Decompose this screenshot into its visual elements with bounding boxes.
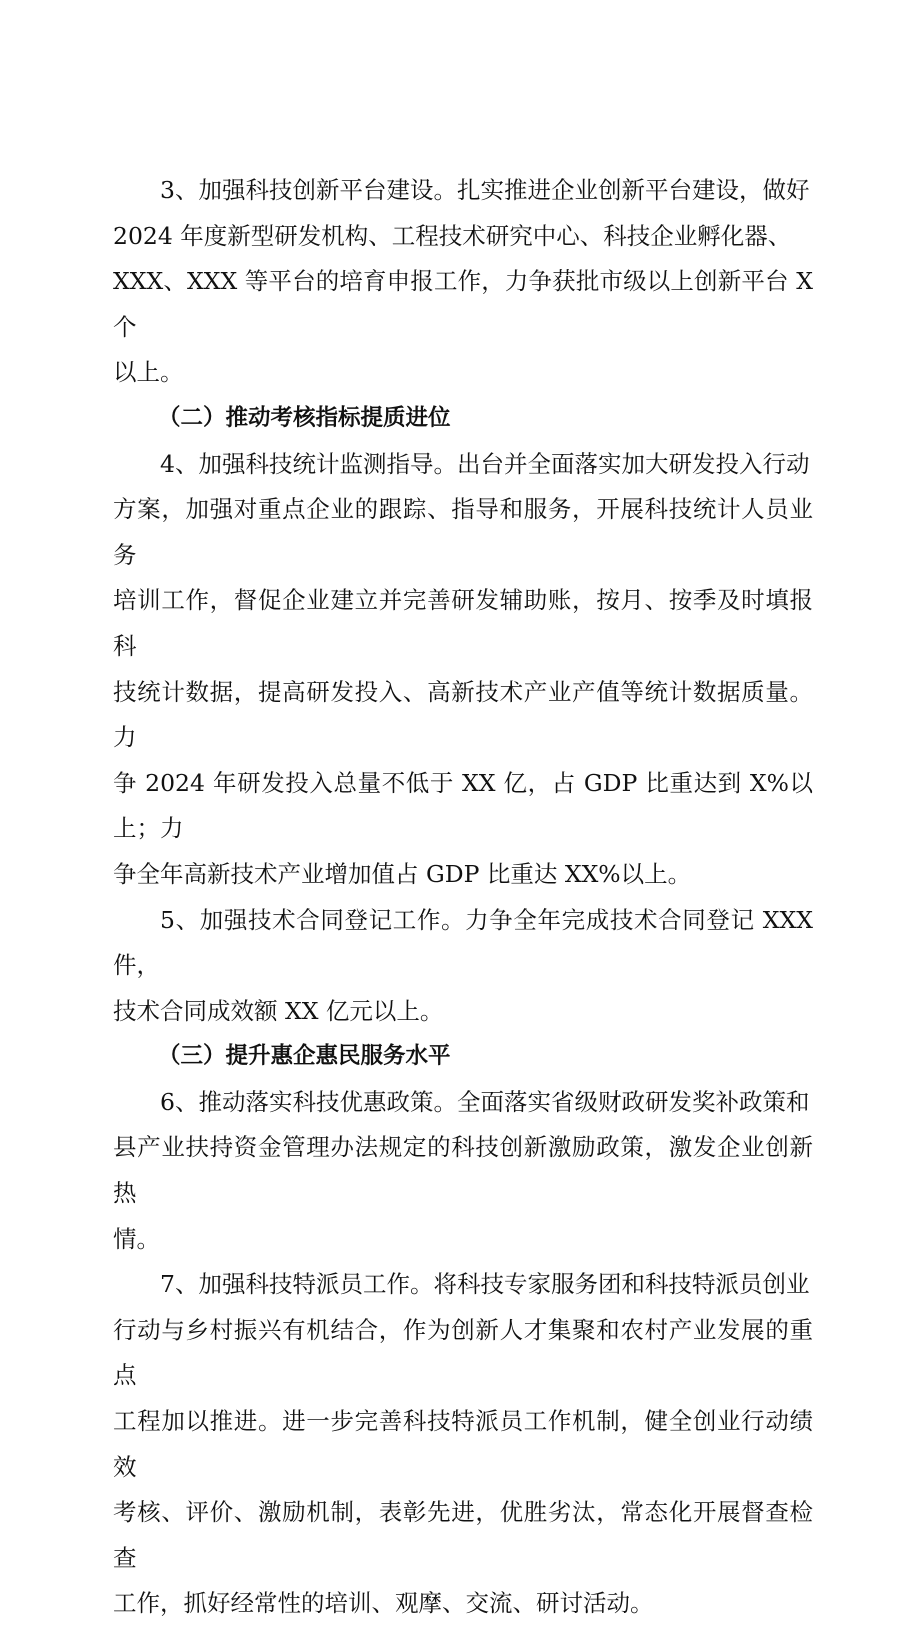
section-heading-3: （三）提升惠企惠民服务水平 [158, 1043, 451, 1070]
paragraph-line: 2024 年度新型研发机构、工程技术研究中心、科技企业孵化器、 [113, 221, 792, 250]
paragraph-line: 5、加强技术合同登记工作。力争全年完成技术合同登记 XXX 件， [113, 905, 813, 980]
paragraph-line: 技术合同成效额 XX 亿元以上。 [113, 996, 444, 1025]
paragraph-line: 方案，加强对重点企业的跟踪、指导和服务，开展科技统计人员业务 [113, 495, 813, 569]
paragraph-line: 考核、评价、激励机制，表彰先进，优胜劣汰，常态化开展督查检查 [113, 1498, 813, 1572]
paragraph-line: 6、推动落实科技优惠政策。全面落实省级财政研发奖补政策和 [160, 1087, 810, 1116]
paragraph-line: 技统计数据，提高研发投入、高新技术产业产值等统计数据质量。力 [113, 677, 813, 752]
paragraph-line: 工程加以推进。进一步完善科技特派员工作机制，健全创业行动绩效 [113, 1407, 813, 1481]
paragraph-science-envoys [113, 1262, 813, 1627]
paragraph-line: 行动与乡村振兴有机结合，作为创新人才集聚和农村产业发展的重点 [113, 1315, 813, 1390]
paragraph-line: 争全年高新技术产业增加值占 GDP 比重达 XX%以上。 [113, 859, 692, 888]
paragraph-line: XXX、XXX 等平台的培育申报工作，力争获批市级以上创新平台 X 个 [113, 267, 813, 341]
paragraph-technology-contracts [113, 898, 813, 1035]
paragraph-line: 7、加强科技特派员工作。将科技专家服务团和科技特派员创业 [160, 1270, 810, 1299]
paragraph-line: 培训工作，督促企业建立并完善研发辅助账，按月、按季及时填报科 [113, 586, 813, 660]
paragraph-statistics-monitoring [113, 442, 813, 898]
paragraph-line: 县产业扶持资金管理办法规定的科技创新激励政策，激发企业创新热 [113, 1133, 813, 1208]
paragraph-line: 3、加强科技创新平台建设。扎实推进企业创新平台建设，做好 [160, 176, 810, 204]
document-body [113, 168, 813, 1627]
paragraph-platform-construction [113, 168, 813, 396]
paragraph-line: 争 2024 年研发投入总量不低于 XX 亿，占 GDP 比重达到 X%以上；力 [113, 768, 813, 843]
section-heading-2: （二）推动考核指标提质进位 [158, 404, 451, 431]
paragraph-line: 工作，抓好经常性的培训、观摩、交流、研讨活动。 [113, 1589, 654, 1618]
paragraph-line: 情。 [113, 1224, 160, 1253]
paragraph-line: 4、加强科技统计监测指导。出台并全面落实加大研发投入行动 [160, 449, 810, 478]
paragraph-line: 以上。 [113, 358, 184, 387]
paragraph-preferential-policies [113, 1080, 813, 1262]
